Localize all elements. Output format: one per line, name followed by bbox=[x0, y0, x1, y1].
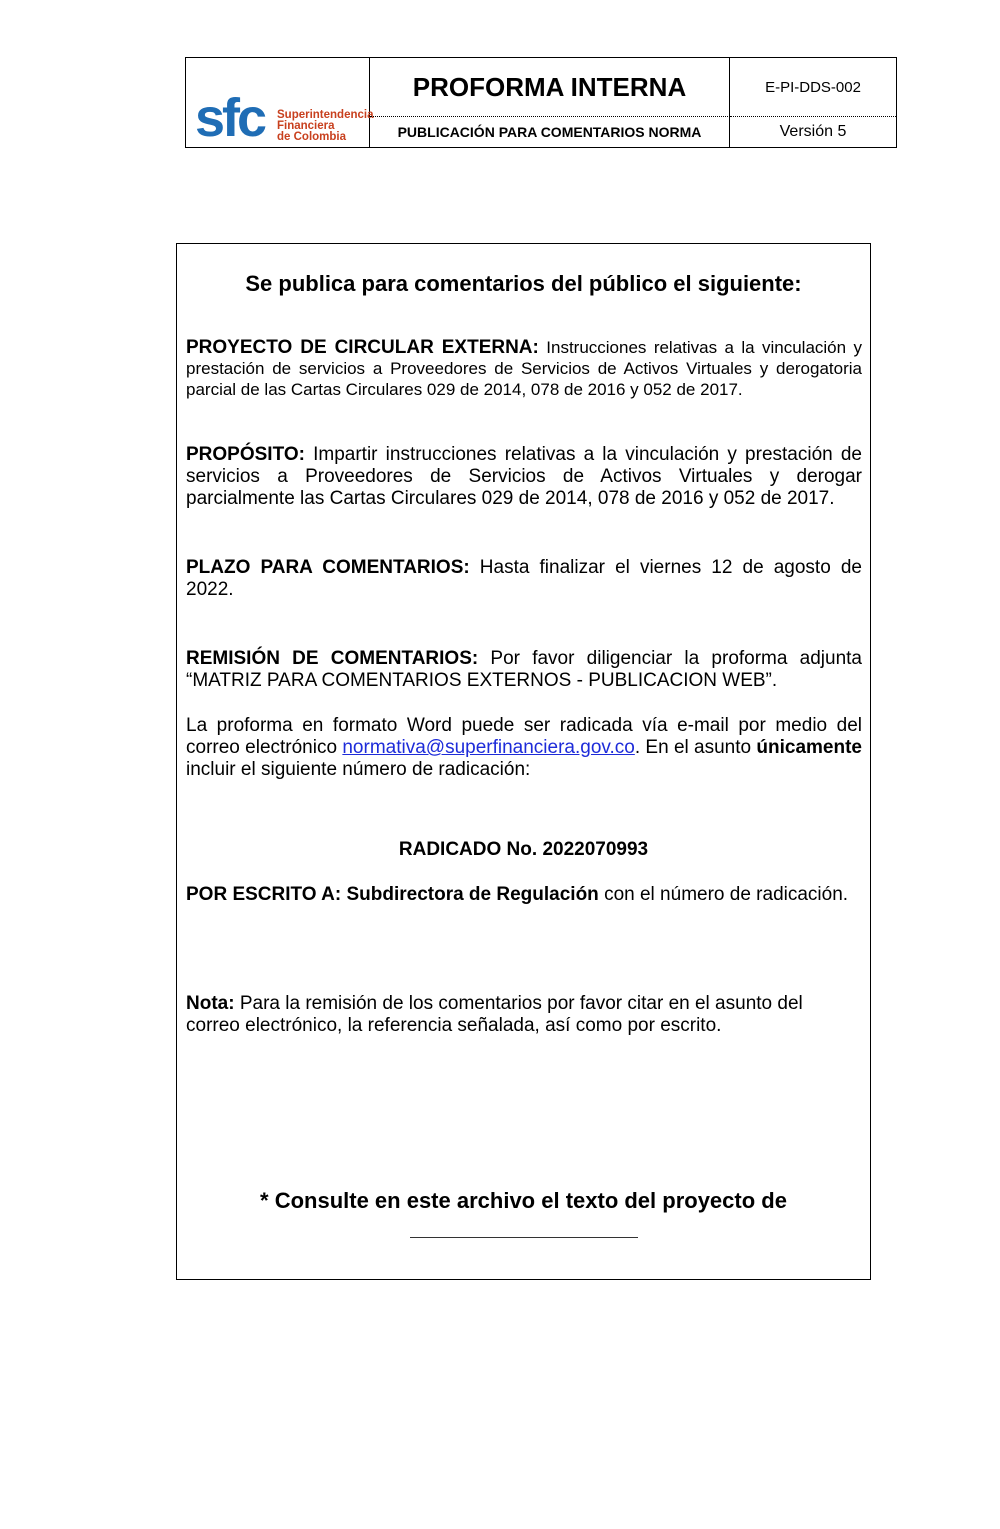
blank-underline bbox=[410, 1237, 638, 1238]
logo-entity-line: de Colombia bbox=[277, 131, 347, 143]
plazo-paragraph bbox=[186, 557, 862, 601]
remision-label: REMISIÓN DE COMENTARIOS: bbox=[186, 648, 479, 669]
email-text-end: incluir el siguiente número de radicación: bbox=[186, 759, 531, 780]
plazo-text: Hasta finalizar el viernes 12 de agosto de 2022. bbox=[186, 557, 862, 600]
document-header-table bbox=[185, 57, 897, 148]
document-title: PROFORMA INTERNA bbox=[370, 58, 730, 117]
por-escrito-paragraph bbox=[186, 884, 862, 906]
proyecto-label: PROYECTO DE CIRCULAR EXTERNA: bbox=[186, 337, 539, 358]
nota-text: Para la remisión de los comentarios por favor citar en el asunto del correo electrónico, la referencia señalada, así como por escrito. bbox=[186, 993, 803, 1036]
box-heading: Se publica para comentarios del público el siguiente: bbox=[245, 271, 802, 296]
por-escrito-label: POR ESCRITO A: Subdirectora de Regulación bbox=[186, 884, 599, 905]
email-link[interactable]: normativa@superfinanciera.gov.co bbox=[342, 737, 635, 758]
logo-entity-line: Superintendencia bbox=[277, 109, 374, 121]
logo-entity-line: Financiera bbox=[277, 120, 335, 132]
por-escrito-text: con el número de radicación. bbox=[604, 884, 849, 905]
proposito-text: Impartir instrucciones relativas a la vinculación y prestación de servicios a Proveedores de Servicios de Activos Virtuales y derogar parcialmente las Cartas Circulares 029 de 2014, 078 de 2016 y 052 de 2017. bbox=[186, 444, 863, 509]
logo-entity-name bbox=[277, 110, 374, 143]
nota-paragraph bbox=[186, 993, 846, 1037]
email-text-after: . En el asunto bbox=[634, 737, 752, 758]
document-subtitle: PUBLICACIÓN PARA COMENTARIOS NORMA bbox=[370, 117, 730, 147]
remision-text: Por favor diligenciar la proforma adjunta “MATRIZ PARA COMENTARIOS EXTERNOS - PUBLICACION WEB”. bbox=[186, 648, 862, 691]
proyecto-paragraph bbox=[186, 337, 862, 400]
radicado-number: RADICADO No. 2022070993 bbox=[398, 839, 649, 860]
document-code: E-PI-DDS-002 bbox=[730, 58, 896, 117]
document-version: Versión 5 bbox=[779, 123, 847, 140]
consulte-heading: * Consulte en este archivo el texto del proyecto de bbox=[260, 1188, 787, 1213]
remision-paragraph bbox=[186, 648, 862, 692]
sfc-logo bbox=[195, 88, 374, 149]
publication-box bbox=[176, 243, 871, 1280]
nota-label: Nota: bbox=[186, 993, 235, 1014]
unicamente-word: únicamente bbox=[756, 737, 862, 758]
proyecto-text: Instrucciones relativas a la vinculación y prestación de servicios a Proveedores de Servicios de Activos Virtuales y derogatoria parcial de las Cartas Circulares 029 de 2014, 078 de 2016 y 052 de 2017. bbox=[186, 338, 862, 399]
email-paragraph bbox=[186, 715, 862, 781]
proposito-label: PROPÓSITO: bbox=[186, 444, 305, 465]
logo-cell bbox=[186, 58, 374, 148]
plazo-label: PLAZO PARA COMENTARIOS: bbox=[186, 557, 470, 578]
logo-letters: sfc bbox=[195, 88, 265, 148]
email-text-before: La proforma en formato Word puede ser radicada vía e-mail por medio del correo electrónico bbox=[186, 715, 862, 758]
proposito-paragraph bbox=[186, 444, 862, 510]
